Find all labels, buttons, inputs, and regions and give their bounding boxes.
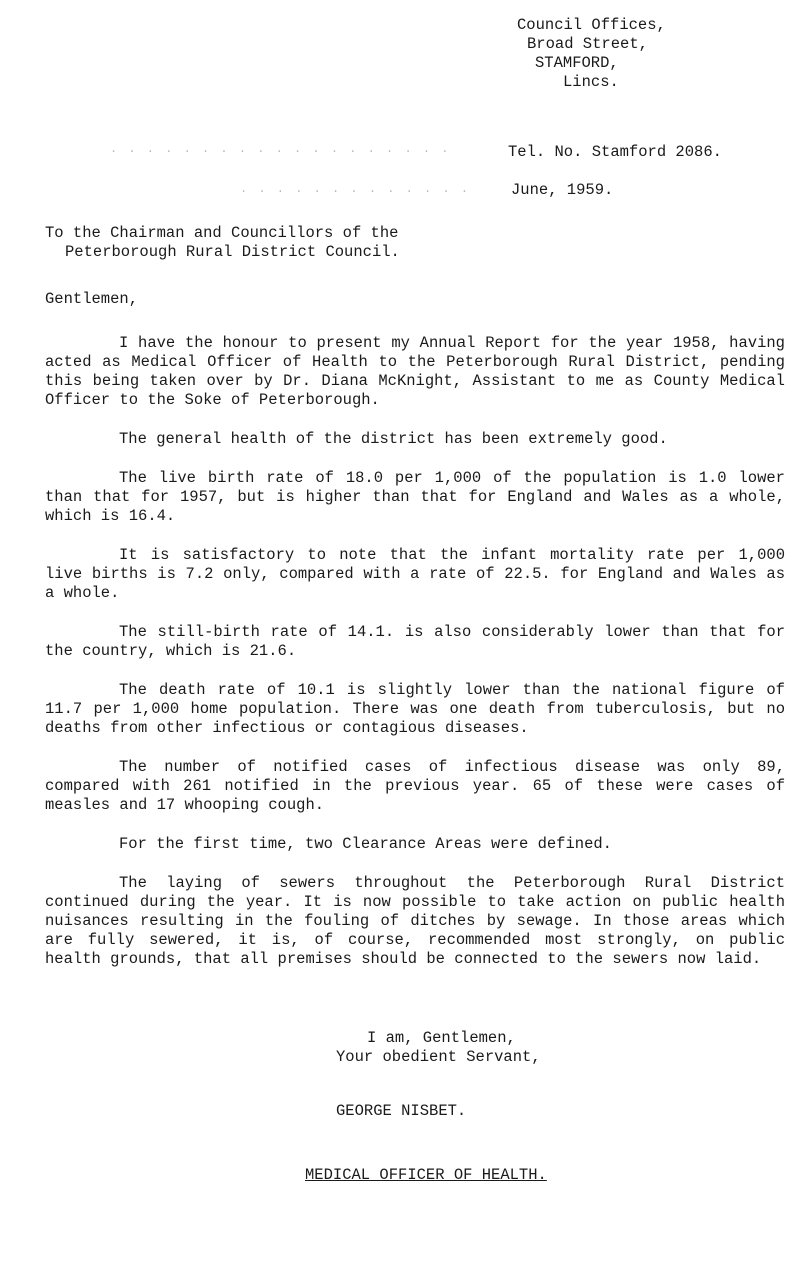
letter-date: June, 1959.	[511, 181, 614, 199]
addressee-line-2: Peterborough Rural District Council.	[65, 243, 400, 261]
address-line-4: Lincs.	[563, 73, 619, 91]
paragraph-sewers: The laying of sewers throughout the Peterborough Rural District continued during the year. It is now possible to take action on public health nuisances resulting in the fouling of ditches by sewage. In those areas which are fully sewered, it is, of course, recommended most strongly, on public health grounds, that all premises should be connected to the sewers now laid.	[45, 874, 785, 968]
addressee	[45, 224, 400, 262]
paragraph-still-birth-rate: The still-birth rate of 14.1. is also considerably lower than that for the country, which is 21.6.	[45, 623, 785, 660]
paragraph-birth-rate: The live birth rate of 18.0 per 1,000 of the population is 1.0 lower than that for 1957, but is higher than that for England and Wales as a whole, which is 16.4.	[45, 469, 785, 525]
scan-smudge-decoration: . . . . . . . . . . . . .	[240, 182, 471, 196]
closing-line-2: Your obedient Servant,	[336, 1048, 541, 1066]
scan-smudge-decoration: . . . . . . . . . . . . . . . . . . .	[110, 142, 451, 156]
salutation: Gentlemen,	[45, 290, 139, 308]
paragraph-death-rate: The death rate of 10.1 is slightly lower than the national figure of 11.7 per 1,000 home population. There was one death from tuberculosis, but no deaths from other infectious or contagious diseases.	[45, 681, 785, 737]
paragraph-infectious-disease: The number of notified cases of infectious disease was only 89, compared with 261 notified in the previous year. 65 of these were cases of measles and 17 whooping cough.	[45, 758, 785, 814]
paragraph-infant-mortality: It is satisfactory to note that the infant mortality rate per 1,000 live births is 7.2 only, compared with a rate of 22.5. for England and Wales as a whole.	[45, 546, 785, 602]
paragraph-general-health: The general health of the district has been extremely good.	[119, 430, 668, 448]
sender-address	[517, 16, 666, 92]
paragraph-annual-report: I have the honour to present my Annual Report for the year 1958, having acted as Medical Officer of Health to the Peterborough Rural District, pending this being taken over by Dr. Diana McKnight, Assistant to me as County Medical Officer to the Soke of Peterborough.	[45, 334, 785, 409]
address-line-3: STAMFORD,	[535, 54, 619, 72]
paragraph-clearance-areas: For the first time, two Clearance Areas were defined.	[119, 835, 612, 853]
signature-name: GEORGE NISBET.	[336, 1102, 467, 1120]
address-line-2: Broad Street,	[527, 35, 648, 53]
telephone-number: Tel. No. Stamford 2086.	[508, 143, 722, 161]
closing	[336, 1029, 541, 1067]
addressee-line-1: To the Chairman and Councillors of the	[45, 224, 399, 242]
closing-line-1: I am, Gentlemen,	[367, 1029, 516, 1047]
signatory-title: MEDICAL OFFICER OF HEALTH.	[305, 1166, 547, 1184]
address-line-1: Council Offices,	[517, 16, 666, 34]
letter-body	[45, 334, 785, 989]
